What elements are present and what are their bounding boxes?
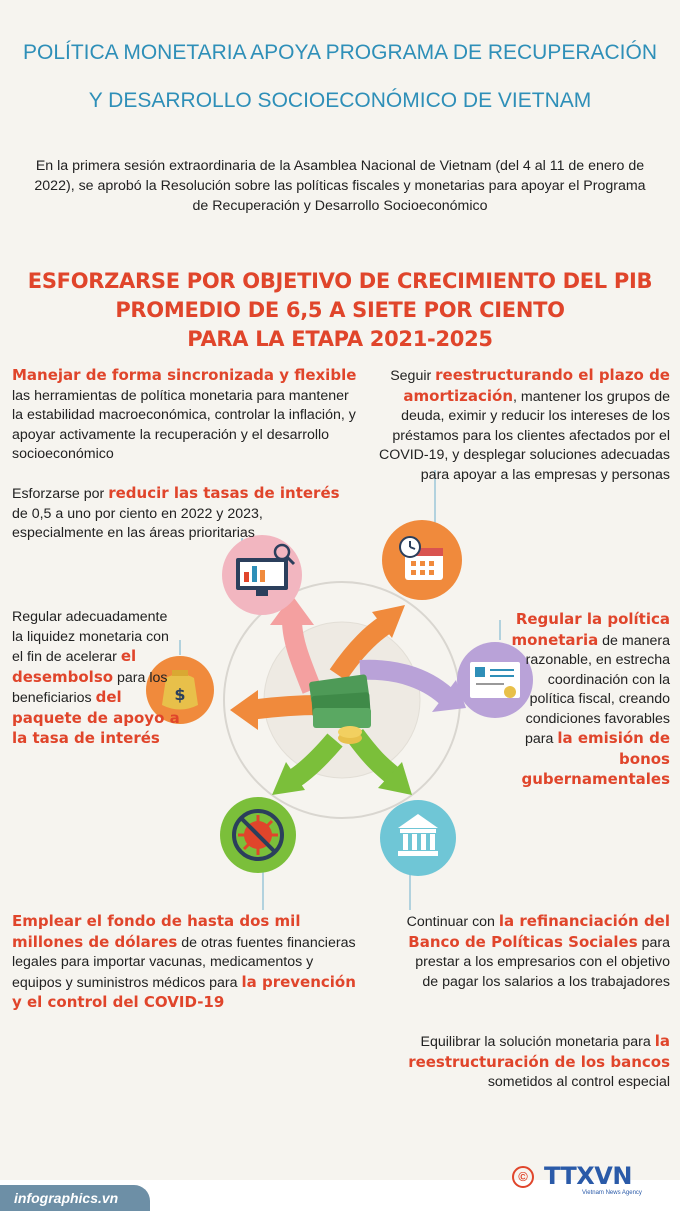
body-text: para los beneficiarios <box>12 669 168 706</box>
highlight-text: reestructurando el plazo de amortización <box>403 366 670 405</box>
body-text: de 0,5 a uno por ciento en 2022 y 2023, especialmente en las áreas prioritarias <box>12 505 263 541</box>
highlight-text: el desembolso <box>12 647 137 686</box>
body-text: de otras fuentes financieras legales para importar vacunas, medicamentos y equipos y suministros médicos para <box>12 934 356 991</box>
policy-block-monetary-regulation <box>505 610 670 791</box>
policy-block-bank-restructuring <box>400 1032 670 1093</box>
highlight-text: la reestructuración de los bancos <box>408 1032 670 1071</box>
body-text: sometidos al control especial <box>487 1074 670 1090</box>
body-text: Regular adecuadamente la liquidez monetaria con el fin de acelerar <box>12 609 169 665</box>
policy-block-amortization <box>372 366 670 485</box>
bank-building-icon <box>380 800 456 876</box>
headline-line-2: PROMEDIO DE 6,5 A SIETE POR CIENTO <box>115 298 565 322</box>
policy-block-interest-rates <box>12 484 352 544</box>
copyright-icon: © <box>512 1166 534 1188</box>
policy-block-covid-fund <box>12 912 362 1014</box>
body-text: las herramientas de política monetaria para mantener la estabilidad macroeconómica, controlar la inflación, y apoyar activamente la recuperación y el desarrollo socioeconómico <box>12 387 356 462</box>
body-text: Esforzarse por <box>12 486 109 502</box>
highlight-text: la refinanciación del Banco de Políticas Sociales <box>408 912 670 951</box>
policy-block-social-bank <box>400 912 670 992</box>
headline-line-3: PARA LA ETAPA 2021-2025 <box>187 327 493 351</box>
body-text: , mantener los grupos de deuda, eximir y reducir los intereses de los préstamos para los clientes afectados por el COVID-19, y desplegar soluciones adecuadas para apoyar a las empresas y personas <box>378 388 670 483</box>
highlight-text: reducir las tasas de interés <box>108 484 340 502</box>
highlight-text: la prevención y el control del COVID-19 <box>12 972 356 1011</box>
agency-logo <box>512 1162 662 1202</box>
svg-text:$: $ <box>174 685 186 704</box>
highlight-text: Regular la política monetaria <box>511 610 670 649</box>
policy-block-sync-flexible <box>12 366 362 465</box>
body-text: Equilibrar la solución monetaria para <box>420 1034 655 1050</box>
highlight-text: Manejar de forma sincronizada y flexible <box>12 366 357 384</box>
body-text: Continuar con <box>406 914 499 930</box>
highlight-text: la emisión de bonos gubernamentales <box>521 729 670 788</box>
no-virus-icon <box>220 797 296 873</box>
page-title-line-2: Y DESARROLLO SOCIOECONÓMICO DE VIETNAM <box>88 89 592 112</box>
calendar-clock-icon <box>382 520 462 600</box>
intro-paragraph: En la primera sesión extraordinaria de la Asamblea Nacional de Vietnam (del 4 al 11 de enero de 2022), se aprobó la Resolución sobre las políticas fiscales y monetarias para apoyar el Programa de Recuperación y Desarrollo Socioeconómico <box>34 158 646 214</box>
policy-block-liquidity <box>12 608 180 750</box>
highlight-text: del paquete de apoyo a la tasa de interés <box>12 688 180 747</box>
site-brand: infographics.vn <box>0 1185 150 1211</box>
body-text: Seguir <box>390 368 436 384</box>
headline-line-1: ESFORZARSE POR OBJETIVO DE CRECIMIENTO DEL PIB <box>27 269 653 293</box>
highlight-text: Emplear el fondo de hasta dos mil millones de dólares <box>12 912 301 951</box>
agency-name: TTXVN <box>544 1162 632 1190</box>
body-text: para prestar a los empresarios con el objetivo de pagar los salarios a los trabajadores <box>415 934 670 990</box>
page-title-line-1: POLÍTICA MONETARIA APOYA PROGRAMA DE RECUPERACIÓN <box>22 41 658 64</box>
report-monitor-icon <box>222 535 302 615</box>
agency-subtitle: Vietnam News Agency <box>582 1190 642 1196</box>
body-text: de manera razonable, en estrecha coordinación con la política fiscal, creando condiciones favorables para <box>525 632 670 747</box>
